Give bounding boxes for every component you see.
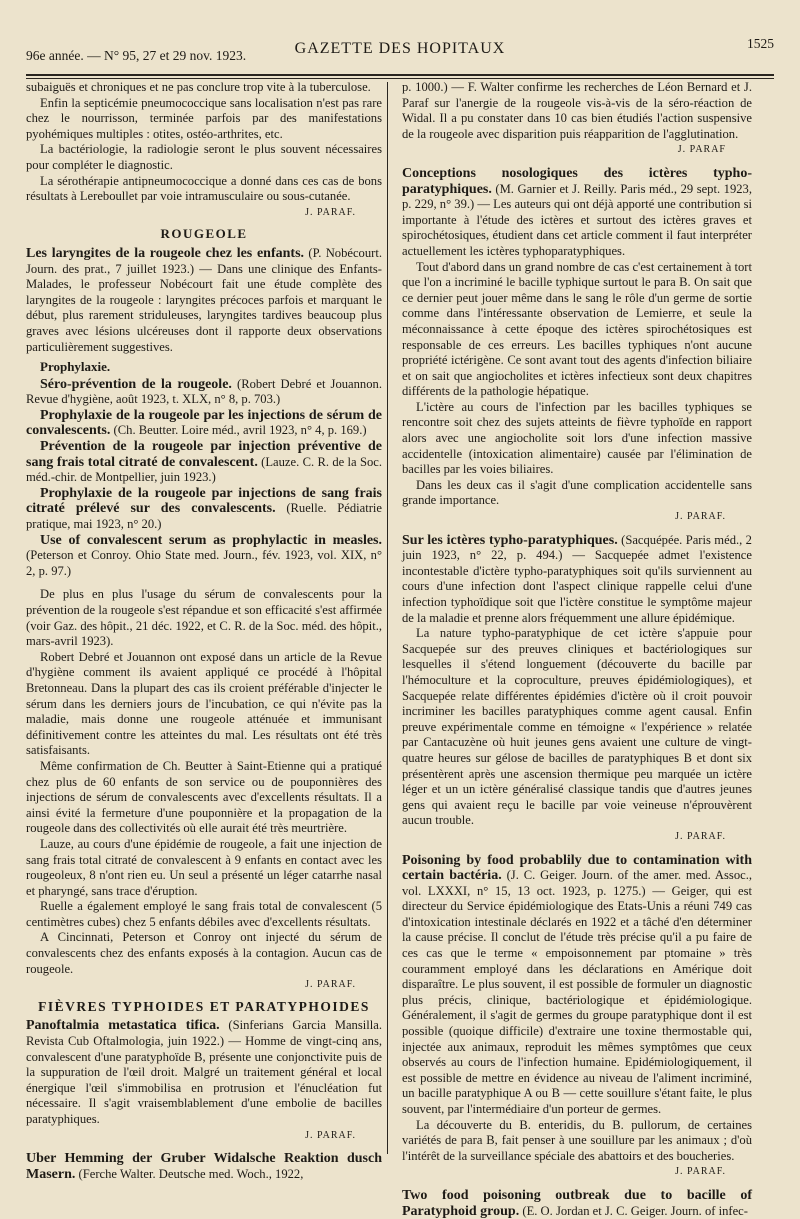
article-ref: (Ruelle. Pédiatrie pratique, mai 1923, n° 20.) <box>26 501 382 532</box>
column-divider <box>387 82 388 1154</box>
article-conceptions <box>402 166 752 260</box>
paragraph: Lauze, au cours d'une épidémie de rougeole, a fait une injection de sang frais total citraté de convalescent à 9 enfants en contact avec les rougeoleux, 8 n'ont rien eu. Un seul a présenté un léger catarrhe nasal et pharyngé, sans trace d'éruption. <box>26 836 382 898</box>
reference <box>26 486 382 533</box>
spacer <box>26 1143 382 1151</box>
left-column <box>26 80 382 1182</box>
subheading-prophylaxie: Prophylaxie. <box>40 359 111 375</box>
article-title: Poisoning by food probablily due to contamination with certain bactéria. <box>402 852 752 884</box>
article-ref: (Robert Debré et Jouannon. Revue d'hygiène, août 1923, t. XLX, n° 8, p. 703.) <box>26 376 382 407</box>
spacer <box>26 579 382 587</box>
spacer <box>402 845 752 853</box>
signature: J. PARAF. <box>675 830 726 842</box>
article-two-food <box>402 1188 752 1219</box>
article-title: Uber Hemming der Gruber Widalsche Reaktion dusch Masern. <box>26 1151 382 1182</box>
paragraph: A Cincinnati, Peterson et Conroy ont injecté du sérum de convalescents chez des enfants exposés à la contagion. Aucun cas de rougeole. <box>26 930 382 976</box>
paragraph: Tout d'abord dans un grand nombre de cas c'est certainement à tort que l'on a incriminé le bacille typhique surtout le para B. On sait que ce dernier peut jouer même dans le sang le rôle d'un germe de sortie comme dans l'intéressante observation de Lemierre, et seule la méconnaissance à cette époque des ictères spirochétosiques est responsable de ces erreurs. Les bacilles typhiques n'ont aucune propriété ictérigène. Ce sont avant tout des agents d'infection biliaire et on sait que angiocholites et ictères infectieux sont deux chapitres différents de la pathologie hépatique. <box>402 259 752 399</box>
paragraph: Dans les deux cas il s'agit d'une complication accidentelle sans grande importance. <box>402 477 752 508</box>
spacer <box>402 158 752 166</box>
article-uber <box>26 1151 382 1182</box>
article-body: (P. Nobécourt. Journ. des prat., 7 juillet 1923.) — Dans une clinique des Enfants-Malades, le professeur Nobécourt fait une étude complète des laryngites de la rougeole : laryngites précoces parfois et marquant le début, plus rarement striduleuses, laryngites tardives beaucoup plus graves avec lésions ulcéreuses dont il rapporte deux observations particulièrement suggestives. <box>26 245 382 354</box>
article-title: Sur les ictères typho-paratyphiques. <box>402 532 618 548</box>
signature: J. PARAF. <box>305 1129 356 1141</box>
article-title: Les laryngites de la rougeole chez les enfants. <box>26 245 305 261</box>
paragraph: De plus en plus l'usage du sérum de convalescents pour la prévention de la rougeole s'est répandue et son efficacité s'est affirmée (voir Gaz. des hôpit., 21 déc. 1922, et C. R. de la Soc. méd. des hôpit., mars-avril 1923). <box>26 587 382 649</box>
article-body: (Ferche Walter. Deutsche med. Woch., 1922, <box>78 1166 304 1181</box>
reference <box>26 533 382 580</box>
paragraph: L'ictère au cours de l'infection par les bacilles typhiques se rencontre soit chez des sujets atteints de fièvre typhoïde en rapport alors avec une angiocholite soit lors d'une infection massive accidentelle (intoxication alimentaire) causée par l'élimination de bacilles par les voies biliaires. <box>402 399 752 477</box>
article-title: Prophylaxie de la rougeole par les injections de sérum de convalescents. <box>26 407 382 439</box>
paragraph: subaiguës et chroniques et ne pas conclure trop vite à la tuberculose. <box>26 80 371 94</box>
article-title: Two food poisoning outbreak due to bacille of Paratyphoid group. <box>402 1187 752 1219</box>
right-column <box>402 80 752 1219</box>
spacer <box>402 1180 752 1188</box>
page-header <box>26 30 774 70</box>
page-number: 1525 <box>747 36 774 51</box>
article-ref: (Lauze. C. R. de la Soc. méd.-chir. de Montpellier, juin 1923.) <box>26 454 382 485</box>
signature: J. PARAF. <box>675 1166 726 1178</box>
header-rule-thin <box>26 78 774 79</box>
article-title: Séro-prévention de la rougeole. <box>40 376 232 392</box>
header-rule <box>26 74 774 76</box>
signature: J. PARAF. <box>305 979 356 991</box>
article-poisoning <box>402 853 752 1118</box>
article-ref: (Ch. Beutter. Loire méd., avril 1923, n° 4, p. 169.) <box>113 423 367 438</box>
paragraph: Enfin la septicémie pneumococcique sans localisation n'est pas rare chez le nourrisson, terminée parfois par des manifestations pyohémiques multiples : otites, ostéo-arthrites, etc. <box>26 95 382 141</box>
article-panoftalmia <box>26 1018 382 1127</box>
article-title: Conceptions nosologiques des ictères typho-paratyphiques. <box>402 165 752 197</box>
signature: J. PARAF. <box>675 511 726 523</box>
article-body: (Sinferians Garcia Mansilla. Revista Cub Oftalmologia, juin 1922.) — Homme de vingt-cinq ans, convalescent d'une paratyphoïde B, présente une conjonctivite puis de la suppuration de l'œil droit. Malgré un traitement général et local énergique l'œil s'immobilisa en protrusion et l'énucléation fut nécessaire. Il s'agit vraisemblablement d'une embolie de bacilles paratyphiques. <box>26 1018 382 1126</box>
paragraph: La sérothérapie antipneumococcique a donné dans ces cas de bons résultats à Lereboullet par voie intramusculaire ou sous-cutanée. <box>26 173 382 204</box>
signature: J. PARAF. <box>305 206 356 218</box>
paragraph: p. 1000.) — F. Walter confirme les recherches de Léon Bernard et J. Paraf sur l'anergie de la rougeole vis-à-vis de la séro-réaction de Widal. Il a pu constater dans 10 cas bien étudiés l'action suspensive de la rougeole avec disparition puis réapparition de l'agglutination. <box>402 80 752 141</box>
article-title: Prévention de la rougeole par injection préventive de sang frais total citraté de convalescent. <box>26 439 382 470</box>
paragraph: La bactériologie, la radiologie seront le plus souvent nécessaires pour compléter le diagnostic. <box>26 142 382 172</box>
article-laryngites <box>26 246 382 355</box>
article-body: (E. O. Jordan et J. C. Geiger. Journ. of infec- <box>522 1203 748 1218</box>
paragraph: Même confirmation de Ch. Beutter à Saint-Etienne qui a pratiqué chez plus de 60 enfants de son service ou de pouponnières des injections de sérum de convalescents avec d'excellents résultats. Il a ainsi évité la fermeture d'une pouponnière et la propagation de la rougeole dans des collectivités où elle aurait été très meurtrière. <box>26 758 382 836</box>
reference <box>26 377 382 408</box>
article-ref: (Peterson et Conroy. Ohio State med. Journ., fév. 1923, vol. XIX, n° 2, p. 97.) <box>26 548 382 578</box>
section-heading-rougeole: ROUGEOLE <box>160 226 248 242</box>
spacer <box>402 525 752 533</box>
article-title: Prophylaxie de la rougeole par injections de sang frais citraté prélevé sur des convalescents. <box>26 485 382 517</box>
article-sur-les-icteres <box>402 533 752 627</box>
paragraph: La découverte du B. enteridis, du B. pullorum, de certaines variétés de para B, fait penser à une souillure par les animaux ; d'où l'intérêt de la surveillance spéciale des abattoirs et des boucheries. <box>402 1117 752 1163</box>
article-body: (M. Garnier et J. Reilly. Paris méd., 29 sept. 1923, p. 229, n° 39.) — Les auteurs qui ont déjà apporté une contribution si importante à l'étude des ictères et surtout des ictères graves et spirochétosiques, étudient dans cet article comment il faut interpréter actuellement les ictères typhoparatyphiques. <box>402 181 752 258</box>
paragraph: La nature typho-paratyphique de cet ictère s'appuie pour Sacquepée sur des preuves cliniques et bactériologiques sur lesquelles il s'étend longuement (découverte du bacille par l'hémoculture et la coproculture, preuves épidémiologiques), et Sacquepée relate différentes épidémies d'ictère où il croit pouvoir incriminer les bacilles paratyphiques comme agent causal. Enfin preuve expérimentale comme en témoigne « l'expérience » relatée par Cantacuzène où huit jeunes gens avaient une culture de vingt-quatre heures sur gélose de bacilles de paratyphiques B et dont six présentèrent après une ascension thermique peu marquée un ictère léger et un un ictère généralisé classique tandis que d'autres jeunes gens qui avaient reçu le bacille par voie veineuse n'éprouvèrent aucun trouble. <box>402 626 752 828</box>
reference <box>26 439 382 486</box>
issue-info: 96e année. — N° 95, 27 et 29 nov. 1923. <box>26 48 247 63</box>
section-heading-fievres: FIÈVRES TYPHOIDES ET PARATYPHOIDES <box>38 998 370 1014</box>
paragraph: Robert Debré et Jouannon ont exposé dans un article de la Revue d'hygiène comment ils avaient appliqué ce procédé à l'hôpital Bretonneau. Dans la plupart des cas ils croient préférable d'injecter le sérum dans les derniers jours de l'incubation, ce qui n'évite pas la maladie, mais donne une rougeole atténuée et immunisant définitivement contre les atteintes du mal. Les résultats ont été très satisfaisants. <box>26 649 382 758</box>
article-title: Use of convalescent serum as prophylactic in measles. <box>40 532 382 548</box>
signature: J. PARAF <box>677 144 726 156</box>
journal-title: GAZETTE DES HOPITAUX <box>294 40 506 57</box>
paragraph: Ruelle a également employé le sang frais total de convalescent (5 centimètres cubes) chez 5 enfants débiles avec d'excellents résultats. <box>26 899 382 929</box>
reference <box>26 408 382 439</box>
article-body: (J. C. Geiger. Journ. of the amer. med. Assoc., vol. LXXXI, n° 15, 13 oct. 1923, p. 1275.) — Geiger, qui est directeur du Service épidémiologique des Etats-Unis a réuni 749 cas d'intoxication intestinale déclarés en 1922 et a tâché d'en déterminer la cause précise. Il conclut de l'étude très précise qu'il a pu faire de ces cas que le terme « empoisonnement par ptomaine » très couramment employé dans les déclarations en Amérique doit disparaître. Le plus souvent, il est possible de formuler un diagnostic plus précis, clinique, bactériologique et épidémiologique. Généralement, il s'agit de germes du groupe paratyphique dont il est possible (quoique difficile) d'extraire une toxine thermostable qui, injectée aux animaux, reproduit les mêmes symptômes que ceux observés au cours de l'infection humaine. Epidémiologiquement, il est possible de mettre en évidence au niveau de l'aliment incriminé, un bacille paratyphique A ou B — cette souillure s'étant faite, le plus souvent, par l'intermédiaire d'un porteur de germes. <box>402 868 753 1116</box>
article-body: (Sacquépée. Paris méd., 2 juin 1923, n° 22, p. 494.) — Sacquepée admet l'existence incontestable d'ictère typho-paratyphiques soit qu'ils surviennent au cours d'une infection dont l'aspect clinique rappelle celui d'une infection typhoïdique soit que l'ictère constitue le symptôme majeur de la maladie et prenne alors fréquemment une allure épidémique. <box>402 532 752 625</box>
article-title: Panoftalmia metastatica tifica. <box>26 1018 220 1034</box>
